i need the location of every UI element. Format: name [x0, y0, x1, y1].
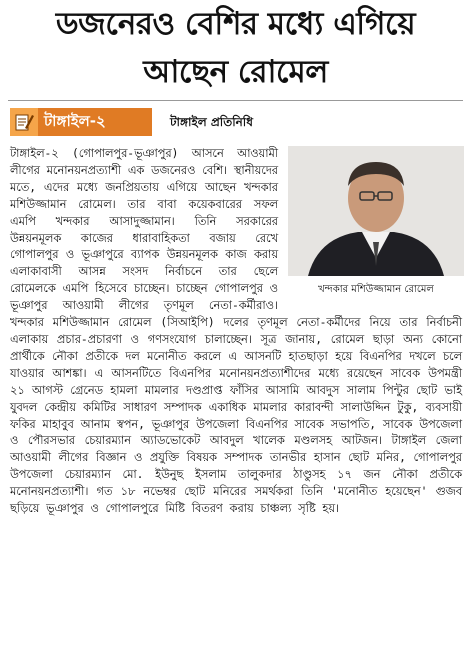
section-badge — [10, 108, 152, 136]
portrait-photo — [288, 146, 464, 276]
byline-row — [10, 108, 465, 136]
headline-line-2: আছেন রোমেল — [143, 54, 328, 90]
byline: টাঙ্গাইল প্রতিনিধি — [170, 115, 253, 129]
headline — [0, 0, 471, 92]
article-paragraph: টাঙ্গাইল-২ (গোপালপুর-ভূঞাপুর) আসনে আওয়ামী লীগের মনোনয়নপ্রত্যাশী এক ডজনেরও বেশি। স্থানীয়দের মতে, এদের মধ্যে জনপ্রিয়তায় এগিয়ে আছেন খন্দকার মশিউজ্জামান রোমেল। তার বাবা কয়েকবারের সফল এমপি খন্দকার আসাদুজ্জামান। তিনি সরকারের উন্নয়নমূলক কাজের ধারাবাহিকতা বজায় রেখে গোপালপুর ও ভূঞাপুরে ব্যাপক উন্নয়নমূলক কাজ করায় এলাকাবাসী আসন্ন সংসদ নির্বাচনে তার ছেলে রোমেলকে এমপি হিসেবে চাচ্ছেন। চাচ্ছেন গোপালপুর ও ভূঞাপুর আওয়ামী লীগের তৃণমূল নেতা-কর্মীরাও। খন্দকার মশিউজ্জামান রোমেল (সিআইপি) দলের তৃণমূল নেতা-কর্মীদের নিয়ে তার নির্বাচনী এলাকায় প্রচার-প্রচারণা ও গণসংযোগ চালাচ্ছেন। সূত্র জানায়, রোমেল ছাড়া অন্য কোনো প্রার্থীকে নৌকা প্রতীকে দল মনোনীত করলে এ আসনটি হাতছাড়া হয়ে বিএনপির দখলে চলে যাওয়ার আশঙ্কা। এ আসনটিতে বিএনপির মনোনয়নপ্রত্যাশীদের মধ্যে রয়েছেন সাবেক উপমন্ত্রী ২১ আগস্ট গ্রেনেড হামলা মামলার দণ্ডপ্রাপ্ত ফাঁসির আসামি আবদুস সালাম পিন্টুর ছোট ভাই যুবদল কেন্দ্রীয় কমিটির সাধারণ সম্পাদক একাধিক মামলার কারাবন্দী সালাউদ্দিন টুকু, ব্যবসায়ী ফকির মাহাবুব আনাম স্বপন, ভূঞাপুর উপজেলা বিএনপির সাবেক সভাপতি, সাবেক উপজেলা ও পৌরসভার চেয়ারম্যান অ্যাডভোকেট আবদুল খালেক মণ্ডলসহ আটজন। টাঙ্গাইল জেলা আওয়ামী লীগের বিজ্ঞান ও প্রযুক্তি বিষয়ক সম্পাদক তানভীর হাসান ছোট মনির, গোপালপুর উপজেলা চেয়ারম্যান মো. ইউনুছ ইসলাম তালুকদার ঠাণ্ডুসহ ১৭ জন নৌকা প্রতীকে মনোনয়নপ্রত্যাশী। গত ১৮ নভেম্বর ছোট মনিরের সমর্থকরা তিনি 'মনোনীত হয়েছেন' গুজব ছড়িয়ে ভূঞাপুর ও গোপালপুরে মিষ্টি বিতরণ করায় চাঞ্চল্য সৃষ্টি হয়। — [10, 147, 462, 516]
photo-block — [288, 146, 464, 298]
photo-caption: খন্দকার মশিউজ্জামান রোমেল — [318, 284, 434, 295]
pen-paper-icon — [10, 108, 38, 136]
section-label: টাঙ্গাইল-২ — [44, 111, 106, 130]
divider — [8, 100, 463, 101]
headline-line-1: ডজনেরও বেশির মধ্যে এগিয়ে — [55, 6, 416, 42]
